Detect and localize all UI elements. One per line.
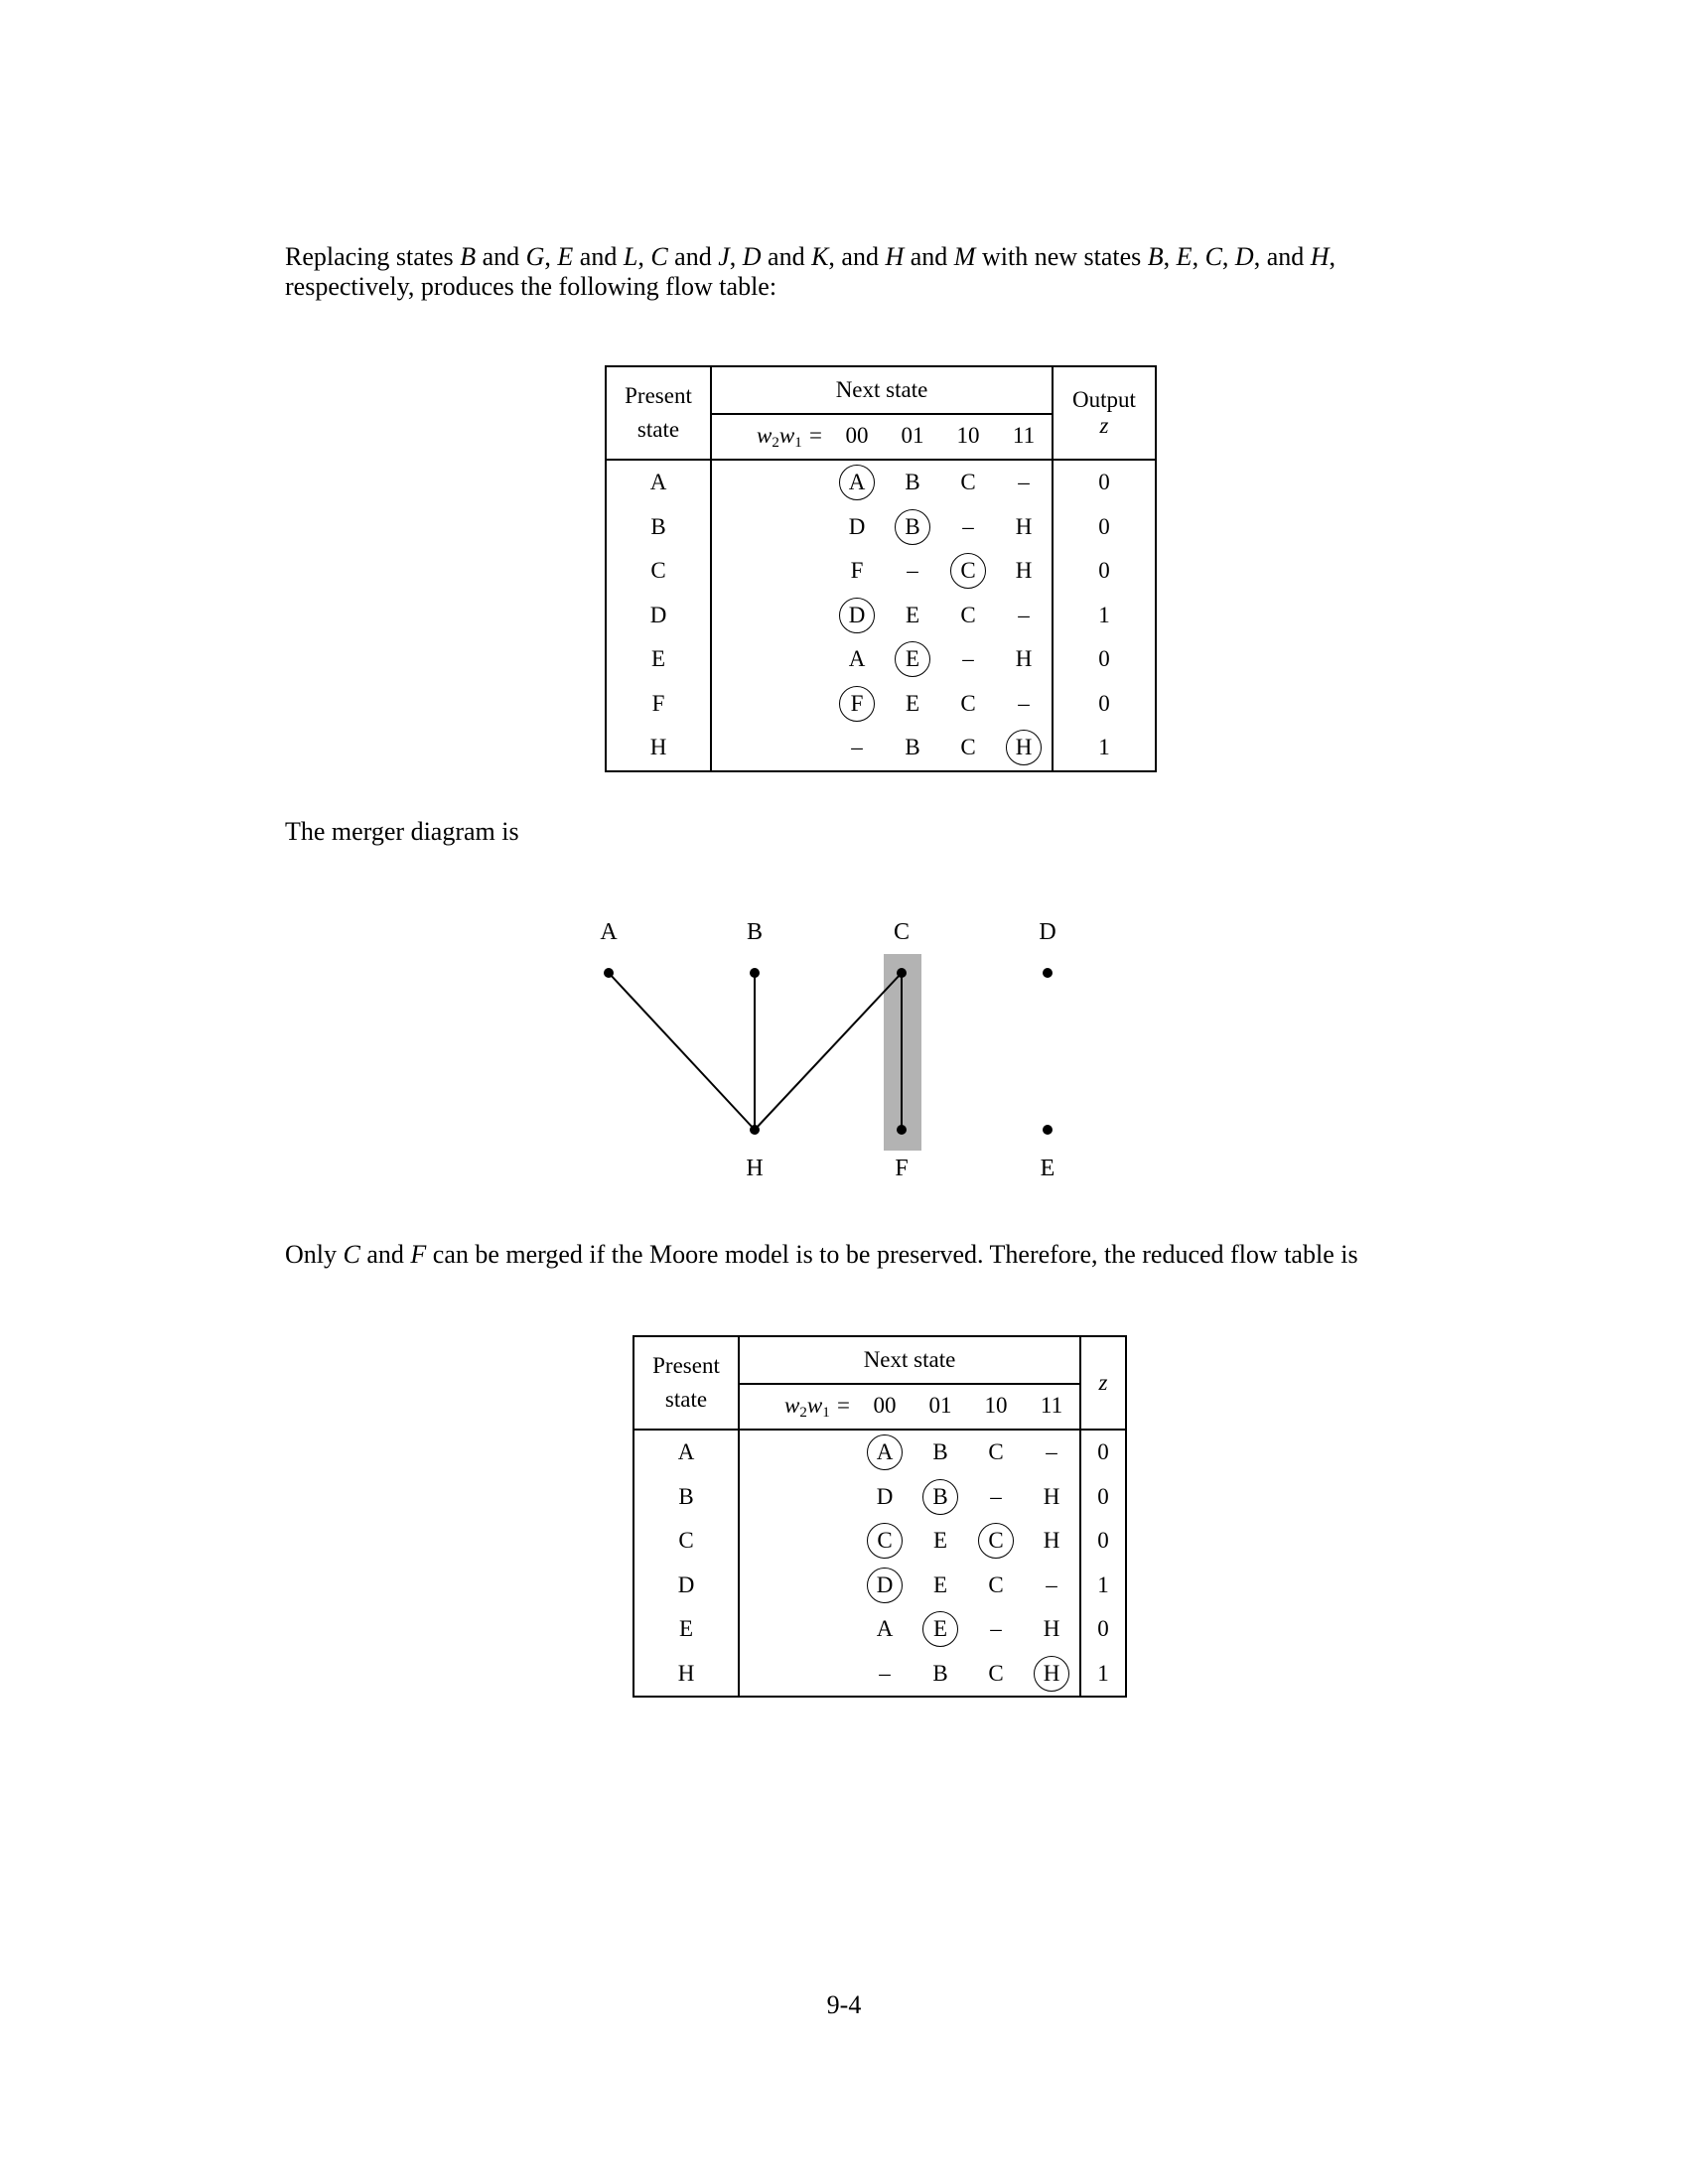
- next-state-cell: H: [1043, 1483, 1060, 1509]
- next-state-cell: –: [1018, 602, 1030, 627]
- input-combination-header: $w_2w_1 = 00$ 01 10 11: [739, 1384, 1080, 1430]
- present-state-cell: B: [650, 513, 666, 539]
- next-state-cell: –: [1018, 690, 1030, 716]
- next-state-cell: –: [990, 1483, 1002, 1509]
- output-cell: 1: [1080, 1564, 1126, 1608]
- next-state-cells: [711, 549, 1053, 594]
- next-state-cell: [940, 553, 996, 589]
- next-state-cell: [829, 686, 885, 722]
- output-cell: 0: [1053, 505, 1156, 550]
- next-state-cells: [739, 1564, 1080, 1608]
- present-state-cell: A: [649, 470, 667, 495]
- label-c: C: [893, 919, 911, 945]
- node-h: [750, 1125, 760, 1135]
- header-next-state: Next state: [739, 1336, 1080, 1384]
- next-state-cell: [885, 641, 940, 677]
- present-state-cell: C: [650, 558, 666, 584]
- next-state-cell: –: [851, 735, 863, 760]
- stable-state-circle: B: [922, 1479, 958, 1515]
- label-f: F: [895, 1156, 909, 1181]
- header-next-state: Next state: [711, 366, 1053, 414]
- reduced-flow-table: [633, 1335, 1127, 1698]
- next-state-cells: [711, 594, 1053, 638]
- node-a: [604, 968, 614, 978]
- next-state-cell: H: [1015, 646, 1033, 672]
- next-state-cells: [739, 1519, 1080, 1564]
- output-cell: 1: [1053, 726, 1156, 771]
- stable-state-circle: H: [1006, 730, 1042, 765]
- table-row: [606, 505, 1156, 550]
- next-state-cell: B: [932, 1660, 948, 1686]
- next-state-cell: –: [907, 558, 918, 584]
- node-b: [750, 968, 760, 978]
- table-row: [633, 1607, 1126, 1652]
- next-state-cell: –: [1018, 470, 1030, 495]
- merger-diagram: [576, 893, 1132, 1191]
- table-row: [633, 1519, 1126, 1564]
- next-state-cell: [857, 1523, 913, 1559]
- next-state-cell: –: [962, 513, 974, 539]
- header-output-z: z: [1080, 1336, 1126, 1430]
- stable-state-circle: A: [839, 465, 875, 500]
- header-present-state: Present state: [633, 1336, 739, 1430]
- table-row: [633, 1652, 1126, 1698]
- stable-state-circle: F: [839, 686, 875, 722]
- next-state-cell: [968, 1523, 1024, 1559]
- node-e: [1043, 1125, 1053, 1135]
- header-output: Output z: [1053, 366, 1156, 460]
- label-h: H: [746, 1156, 764, 1181]
- next-state-cell: D: [848, 513, 866, 539]
- conclusion-paragraph: Only C and F can be merged if the Moore model is to be preserved. Therefore, the reduced flow table is: [285, 1240, 1358, 1269]
- node-c: [897, 968, 907, 978]
- next-state-cell: C: [960, 602, 976, 627]
- output-cell: 0: [1053, 682, 1156, 727]
- next-state-cell: [996, 730, 1052, 765]
- stable-state-circle: B: [895, 509, 930, 545]
- next-state-cell: [1024, 1656, 1079, 1692]
- present-state-cell: H: [649, 735, 667, 760]
- next-state-cell: [829, 465, 885, 500]
- next-state-cell: C: [988, 1660, 1004, 1686]
- next-state-cell: C: [960, 470, 976, 495]
- present-state-cell: B: [678, 1483, 694, 1509]
- table-row: [606, 460, 1156, 505]
- next-state-cell: [913, 1611, 968, 1647]
- next-state-cell: C: [960, 690, 976, 716]
- flow-table-body: [606, 460, 1156, 771]
- present-state-cell: E: [650, 646, 666, 672]
- next-state-cell: F: [850, 558, 864, 584]
- present-state-cell: H: [677, 1660, 695, 1686]
- edge-c-h: [755, 973, 902, 1130]
- next-state-cell: C: [960, 735, 976, 760]
- next-state-cell: H: [1015, 558, 1033, 584]
- header-present-state: Present state: [606, 366, 711, 460]
- next-state-cells: [711, 505, 1053, 550]
- next-state-cells: [711, 682, 1053, 727]
- edge-a-h: [609, 973, 755, 1130]
- flow-table: [605, 365, 1157, 772]
- merger-intro: The merger diagram is: [285, 817, 519, 846]
- page-number: 9-4: [826, 1990, 862, 2019]
- next-state-cell: [885, 509, 940, 545]
- node-d: [1043, 968, 1053, 978]
- stable-state-circle: C: [950, 553, 986, 589]
- stable-state-circle: C: [867, 1523, 903, 1559]
- input-combination-header: $w_2w_1 = 00$ 01 10 11: [711, 414, 1053, 460]
- next-state-cell: B: [905, 735, 920, 760]
- next-state-cell: –: [1046, 1571, 1057, 1597]
- next-state-cells: [739, 1607, 1080, 1652]
- node-f: [897, 1125, 907, 1135]
- table-row: [633, 1430, 1126, 1475]
- next-state-cell: –: [962, 646, 974, 672]
- next-state-cells: [739, 1652, 1080, 1698]
- present-state-cell: F: [651, 690, 665, 716]
- next-state-cells: [739, 1430, 1080, 1475]
- next-state-cell: –: [879, 1660, 891, 1686]
- reduced-flow-table-body: [633, 1430, 1126, 1697]
- present-state-cell: E: [678, 1616, 694, 1642]
- output-cell: 1: [1053, 594, 1156, 638]
- table-row: [606, 726, 1156, 771]
- intro-paragraph: [285, 242, 1457, 302]
- input-label: $w_2w_1$ =: [757, 422, 823, 451]
- stable-state-circle: C: [978, 1523, 1014, 1559]
- present-state-cell: C: [678, 1528, 694, 1554]
- table-row: [606, 682, 1156, 727]
- next-state-cell: E: [905, 602, 920, 627]
- next-state-cell: H: [1043, 1616, 1060, 1642]
- stable-state-circle: A: [867, 1434, 903, 1470]
- output-cell: 0: [1080, 1607, 1126, 1652]
- next-state-cell: –: [1046, 1439, 1057, 1465]
- next-state-cell: [829, 598, 885, 633]
- label-b: B: [746, 919, 764, 945]
- intro-line-1: Replacing states B and G, E and L, C and J, D and K, and H and M with new states B, E, C, D, and H,: [285, 242, 1336, 271]
- next-state-cell: [857, 1568, 913, 1603]
- next-state-cell: [857, 1434, 913, 1470]
- table-row: [606, 594, 1156, 638]
- intro-line-2: respectively, produces the following flow table:: [285, 272, 777, 301]
- next-state-cell: E: [932, 1528, 948, 1554]
- next-state-cell: D: [876, 1483, 894, 1509]
- stable-state-circle: H: [1034, 1656, 1069, 1692]
- output-cell: 0: [1080, 1430, 1126, 1475]
- output-cell: 1: [1080, 1652, 1126, 1698]
- table-row: [633, 1475, 1126, 1520]
- next-state-cell: H: [1043, 1528, 1060, 1554]
- label-a: A: [600, 919, 618, 945]
- next-state-cell: B: [905, 470, 920, 495]
- next-state-cell: A: [848, 646, 866, 672]
- next-state-cells: [711, 460, 1053, 505]
- next-state-cell: [913, 1479, 968, 1515]
- input-label: $w_2w_1$ =: [784, 1392, 851, 1421]
- next-state-cell: E: [932, 1571, 948, 1597]
- next-state-cell: H: [1015, 513, 1033, 539]
- output-cell: 0: [1053, 637, 1156, 682]
- label-e: E: [1040, 1156, 1055, 1181]
- stable-state-circle: D: [867, 1568, 903, 1603]
- output-cell: 0: [1080, 1519, 1126, 1564]
- next-state-cells: [739, 1475, 1080, 1520]
- next-state-cell: C: [988, 1571, 1004, 1597]
- output-cell: 0: [1053, 460, 1156, 505]
- label-d: D: [1039, 919, 1056, 945]
- stable-state-circle: E: [895, 641, 930, 677]
- next-state-cell: –: [990, 1616, 1002, 1642]
- next-state-cells: [711, 726, 1053, 771]
- present-state-cell: D: [649, 602, 667, 627]
- stable-state-circle: E: [922, 1611, 958, 1647]
- table-row: [633, 1564, 1126, 1608]
- table-row: [606, 637, 1156, 682]
- output-cell: 0: [1053, 549, 1156, 594]
- present-state-cell: A: [677, 1439, 695, 1465]
- next-state-cells: [711, 637, 1053, 682]
- next-state-cell: C: [988, 1439, 1004, 1465]
- output-cell: 0: [1080, 1475, 1126, 1520]
- stable-state-circle: D: [839, 598, 875, 633]
- present-state-cell: D: [677, 1571, 695, 1597]
- next-state-cell: A: [876, 1616, 894, 1642]
- next-state-cell: E: [905, 690, 920, 716]
- table-row: [606, 549, 1156, 594]
- next-state-cell: B: [932, 1439, 948, 1465]
